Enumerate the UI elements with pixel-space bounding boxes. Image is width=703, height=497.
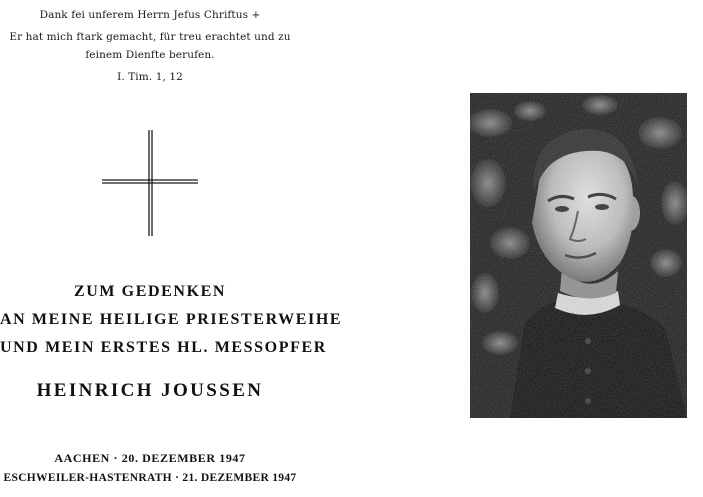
verse-line-3: feinem Dienfte berufen.: [85, 49, 215, 61]
memorial-line-3: UND MEIN ERSTES HL. MESSOPFER: [0, 339, 327, 356]
card-text-panel: [0, 0, 343, 497]
priest-name: HEINRICH JOUSSEN: [36, 380, 264, 401]
memorial-line-2: AN MEINE HEILIGE PRIESTERWEIHE: [0, 311, 343, 328]
verse-line-1: Dank fei unferem Herrn Jefus Chriftus +: [39, 9, 261, 21]
verse-line-2: Er hat mich ftark gemacht, für treu erachtet und zu: [9, 31, 291, 43]
verse-reference: I. Tim. 1, 12: [117, 71, 183, 83]
portrait-illustration: [470, 93, 687, 418]
cross-icon: [100, 128, 200, 238]
memorial-line-1: ZUM GEDENKEN: [73, 283, 227, 300]
portrait-photo: [470, 93, 687, 418]
ordination-date: AACHEN · 20. DEZEMBER 1947: [54, 451, 246, 465]
first-mass-date: ESCHWEILER-HASTENRATH · 21. DEZEMBER 1947: [3, 472, 297, 484]
